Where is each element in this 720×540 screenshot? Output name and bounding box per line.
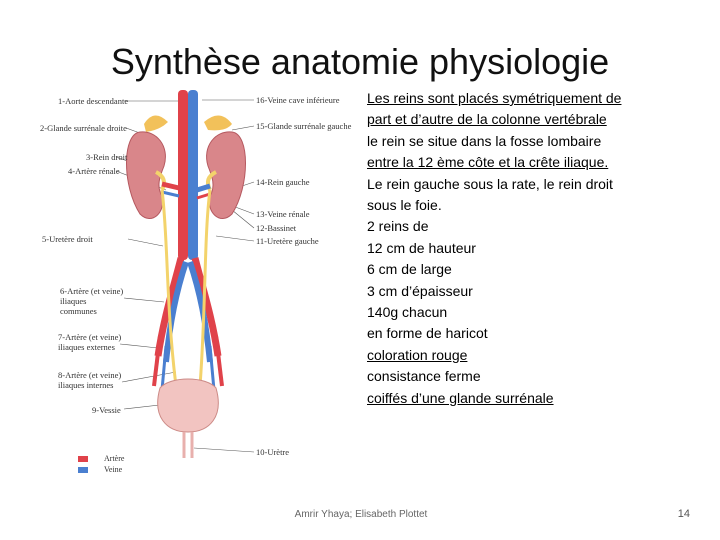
text-line: sous le foie.	[367, 197, 442, 214]
text-line: 2 reins de	[367, 218, 429, 235]
text-line: coloration rouge	[367, 346, 468, 363]
text-line: le rein se situe dans la fosse lombaire	[367, 132, 602, 149]
label-bassinet: 12-Bassinet	[256, 223, 297, 233]
text-line: 6 cm de large	[367, 261, 452, 278]
bladder	[158, 379, 219, 432]
text-line: coiffés d’une glande surrénale	[367, 389, 554, 406]
text-line: Les reins sont placés symétriquement de	[367, 90, 622, 106]
label-glande-gauche: 15-Glande surrénale gauche	[256, 121, 352, 131]
text-line: part et d’autre de la colonne vertébrale	[367, 111, 607, 128]
label-rein-droit: 3-Rein droit	[86, 152, 128, 162]
label-uretere-droit: 5-Uretère droit	[42, 234, 93, 244]
aorta	[178, 90, 188, 260]
right-adrenal-gland	[144, 115, 168, 132]
text-line: entre la 12 ème côte et la crête iliaque.	[367, 154, 609, 171]
footer-authors: Amrir Yhaya; Elisabeth Plottet	[294, 509, 428, 520]
legend-swatch-veine	[78, 467, 88, 473]
label-veine-renale: 13-Veine rénale	[256, 209, 310, 219]
vena-cava	[188, 90, 198, 260]
urinary-system-diagram: 1-Aorte descendante 2-Glande surrénale droite 3-Rein droit 4-Artère rénale 5-Uretère droit 6-Artère (et veine) iliaques communes 7-Artère (et veine) iliaques externes 8-Artère (et veine) iliaques internes 9-Vessie 16-Veine cave inférieure 15-Glande surrénale gauche 14-Rein gauche 13-Veine rénale 12-Bassinet 11-Uretère gauche 10-Urètre Artère Veine	[36, 86, 366, 486]
text-line: 12 cm de hauteur	[367, 239, 476, 256]
label-vessie: 9-Vessie	[92, 405, 121, 415]
text-line: Le rein gauche sous la rate, le rein droit	[367, 175, 613, 192]
label-iliaques-communes: 6-Artère (et veine) iliaques communes	[60, 286, 124, 316]
text-line: 140g chacun	[367, 304, 448, 321]
label-iliaques-externes: 7-Artère (et veine) iliaques externes	[58, 332, 122, 352]
label-artere-renale: 4-Artère rénale	[68, 166, 120, 176]
text-line: 3 cm d’épaisseur	[367, 282, 473, 299]
urethra	[184, 432, 192, 458]
label-glande-droite: 2-Glande surrénale droite	[40, 123, 127, 133]
label-uretere-gauche: 11-Uretère gauche	[256, 236, 319, 246]
legend-swatch-artere	[78, 456, 88, 462]
label-veine-cave: 16-Veine cave inférieure	[256, 95, 340, 105]
label-rein-gauche: 14-Rein gauche	[256, 177, 310, 187]
page-number: 14	[677, 508, 690, 520]
label-aorte: 1-Aorte descendante	[58, 96, 129, 106]
label-iliaques-internes: 8-Artère (et veine) iliaques internes	[58, 370, 122, 390]
slide-title: Synthèse anatomie physiologie	[110, 41, 610, 82]
description-text	[367, 88, 687, 409]
text-line: consistance ferme	[367, 368, 481, 385]
text-line: en forme de haricot	[367, 325, 488, 342]
left-adrenal-gland	[204, 115, 232, 130]
label-uretre: 10-Urètre	[256, 447, 290, 457]
